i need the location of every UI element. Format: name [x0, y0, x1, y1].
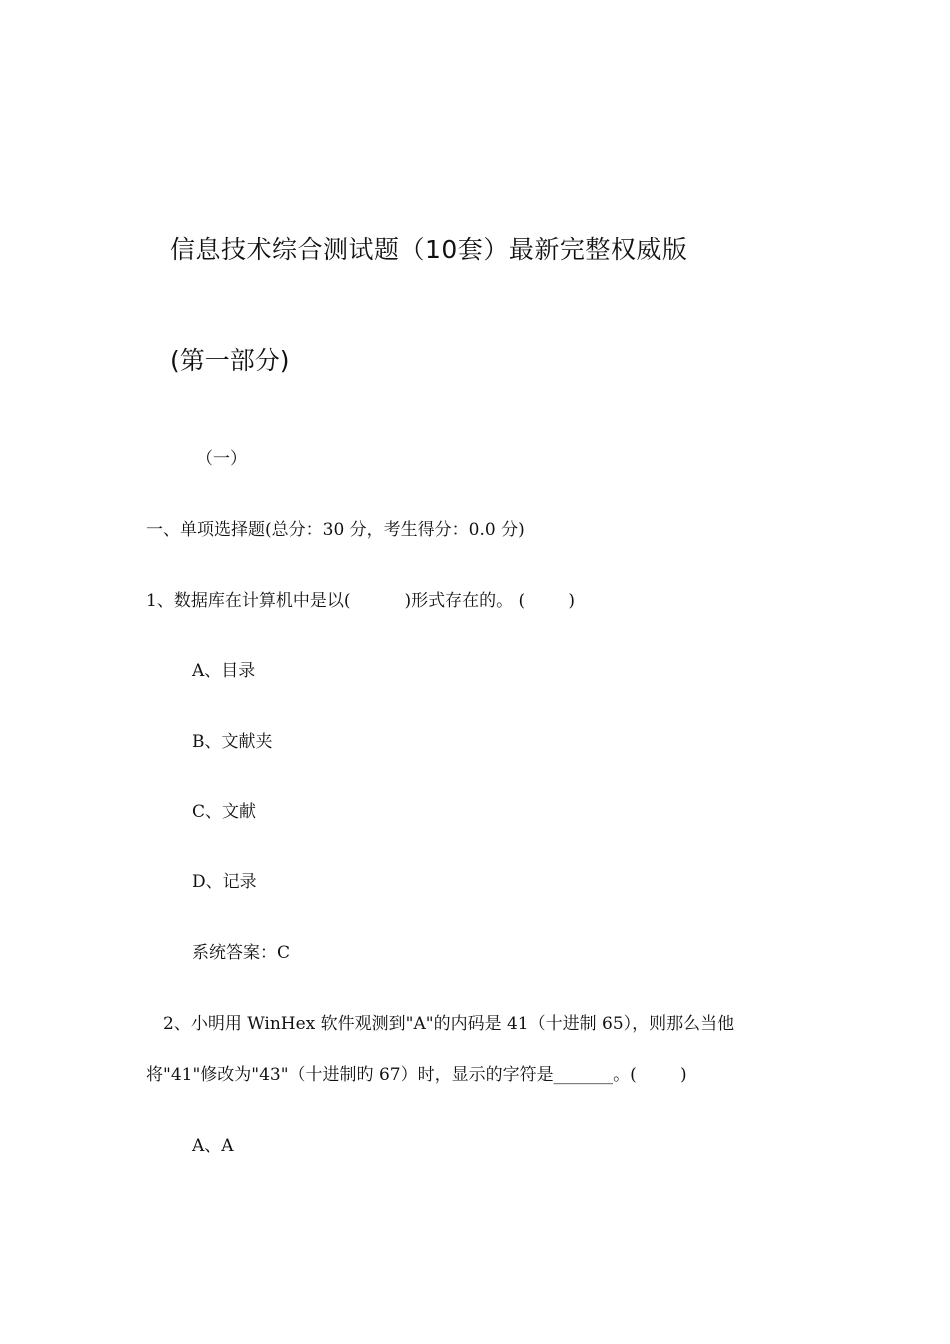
question-1-option-c: C、文献	[192, 802, 257, 822]
question-2-stem-line-1: 2、小明用 WinHex 软件观测到"A"的内码是 41（十进制 65），则那么当他	[163, 1014, 735, 1034]
question-1-stem: 1、数据库在计算机中是以( )形式存在的。 ( )	[146, 591, 576, 611]
question-1-option-d: D、记录	[192, 872, 257, 892]
question-1-option-b: B、文献夹	[192, 732, 273, 752]
subheading: （一）	[196, 449, 247, 469]
question-1-answer: 系统答案：C	[192, 943, 291, 963]
question-1-option-a: A、目录	[192, 661, 256, 681]
question-2-stem-line-2: 将"41"修改为"43"（十进制旳 67）时，显示的字符是_______。( )	[146, 1065, 687, 1085]
section-heading: 一、单项选择题(总分：30 分，考生得分：0.0 分)	[146, 520, 525, 540]
question-2-option-a: A、A	[192, 1136, 234, 1156]
document-title: 信息技术综合测试题（10套）最新完整权威版	[170, 235, 688, 264]
part-heading: (第一部分)	[170, 346, 290, 375]
